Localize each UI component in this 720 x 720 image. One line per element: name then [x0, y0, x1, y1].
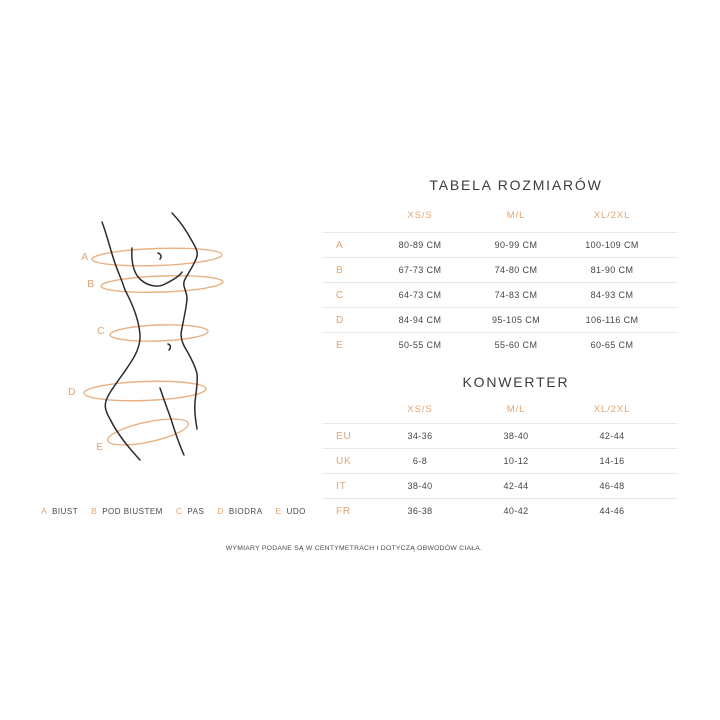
row-label: E [336, 339, 344, 351]
size-cell: 106-116 CM [585, 315, 639, 325]
legend-letter: D [217, 505, 224, 516]
row-label: EU [336, 430, 352, 442]
size-cell: 84-94 CM [398, 315, 442, 325]
body-measurement-diagram [55, 195, 255, 485]
legend-word: POD BIUSTEM [102, 506, 163, 516]
table-row-uk [323, 448, 677, 473]
size-cell: 95-105 CM [491, 315, 541, 325]
hips-ellipse [84, 379, 207, 402]
size-cell: 55-60 CM [494, 340, 538, 350]
table-row-it [323, 473, 677, 498]
legend-word: BIUST [52, 506, 79, 516]
row-label: A [336, 239, 344, 251]
size-table [323, 199, 677, 357]
waist-ellipse [110, 323, 208, 342]
underbust-ellipse [101, 274, 223, 294]
size-cell: 14-16 [599, 456, 625, 466]
row-label: IT [336, 480, 347, 492]
row-label: FR [336, 505, 351, 517]
table-row-d [323, 307, 677, 332]
size-cell: 42-44 [599, 431, 625, 441]
legend-item-hips [217, 506, 262, 516]
size-cell: 60-65 CM [590, 340, 634, 350]
size-cell: 36-38 [407, 506, 433, 516]
legend-item-underbust [91, 506, 163, 516]
row-label: D [336, 314, 345, 326]
nipple-mark [158, 253, 161, 259]
legend-word: PAS [187, 506, 205, 516]
size-cell: 38-40 [503, 431, 529, 441]
size-cell: 46-48 [599, 481, 625, 491]
figure-marker-c: C [96, 325, 106, 337]
size-cell: 100-109 CM [585, 240, 639, 250]
converter-header-row [323, 396, 677, 423]
legend-letter: B [91, 505, 98, 516]
size-cell: 42-44 [503, 481, 529, 491]
size-cell: 90-99 CM [494, 240, 538, 250]
legend-letter: C [175, 505, 183, 516]
legend-letter: E [275, 505, 282, 516]
table-row-eu [323, 423, 677, 448]
legend-word: UDO [286, 506, 306, 516]
column-header-xs-s: XS/S [407, 404, 433, 415]
breast-curve [132, 248, 182, 286]
column-header-m-l: M/L [506, 404, 526, 415]
size-cell: 74-80 CM [494, 265, 538, 275]
row-label: UK [336, 455, 352, 467]
size-cell: 64-73 CM [398, 290, 442, 300]
size-cell: 74-83 CM [494, 290, 538, 300]
row-label: B [336, 264, 344, 276]
column-header-m-l: M/L [506, 210, 526, 221]
size-cell: 81-90 CM [590, 265, 634, 275]
figure-marker-d: D [67, 386, 77, 398]
figure-marker-b: B [87, 278, 95, 290]
legend-letter: A [41, 505, 48, 516]
size-table-header-row [323, 199, 677, 232]
figure-marker-a: A [81, 251, 89, 263]
size-cell: 50-55 CM [398, 340, 442, 350]
size-cell: 34-36 [407, 431, 433, 441]
size-cell: 67-73 CM [398, 265, 442, 275]
table-row-b [323, 257, 677, 282]
size-cell: 38-40 [407, 481, 433, 491]
table-row-a [323, 232, 677, 257]
table-row-c [323, 282, 677, 307]
column-header-xl-2xl: XL/2XL [593, 210, 631, 221]
legend-item-waist [176, 506, 204, 516]
figure-marker-e: E [96, 441, 104, 453]
size-cell: 44-46 [599, 506, 625, 516]
size-cell: 80-89 CM [398, 240, 442, 250]
table-row-fr [323, 498, 677, 523]
legend-item-bust [41, 506, 78, 516]
size-table-title: TABELA ROZMIARÓW [429, 177, 603, 193]
navel-mark [168, 344, 170, 350]
size-cell: 40-42 [503, 506, 529, 516]
column-header-xs-s: XS/S [407, 210, 433, 221]
row-label: C [336, 289, 345, 301]
legend-word: BIODRA [228, 506, 263, 516]
size-cell: 84-93 CM [590, 290, 634, 300]
table-row-e [323, 332, 677, 357]
converter-table [323, 396, 677, 523]
size-cell: 6-8 [412, 456, 428, 466]
footnote: WYMIARY PODANE SĄ W CENTYMETRACH I DOTYCZĄ OBWODÓW CIAŁA. [225, 545, 483, 552]
size-cell: 10-12 [503, 456, 529, 466]
converter-table-title: KONWERTER [462, 374, 570, 390]
column-header-xl-2xl: XL/2XL [593, 404, 631, 415]
legend-item-thigh [276, 506, 306, 516]
measurement-legend [41, 504, 306, 517]
